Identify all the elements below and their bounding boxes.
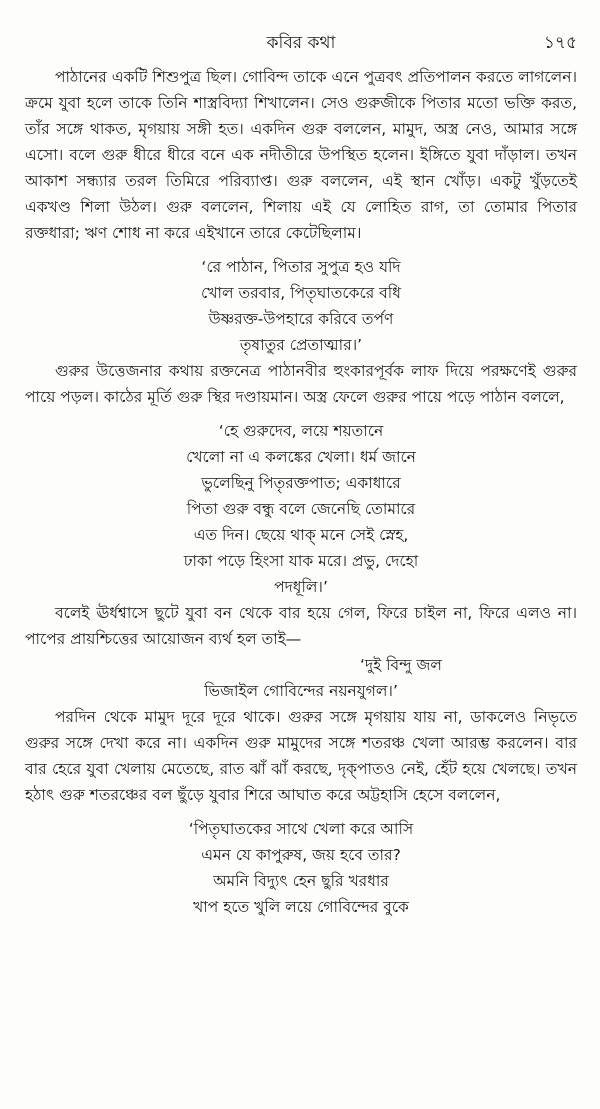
verse-1	[25, 254, 577, 358]
verse-4	[25, 816, 577, 920]
page-body	[25, 64, 577, 920]
running-header	[25, 30, 577, 56]
page-number: ১৭৫	[543, 33, 577, 53]
verse-line: অমনি বিদ্যুৎ হেন ছুরি খরধার	[213, 872, 389, 890]
verse-line: উষ্ণরক্ত-উপহারে করিবে তর্পণ	[208, 310, 394, 328]
verse-line: ‘পিতৃঘাতকের সাথে খেলা করে আসি	[188, 820, 414, 838]
verse-line: ‘রে পাঠান, পিতার সুপুত্র হও যদি	[201, 258, 401, 276]
verse-2	[25, 418, 577, 600]
verse-line: ভুলেছিনু পিতৃরক্তপাত; একাধারে	[201, 474, 401, 492]
verse-line: ভিজাইল গোবিন্দের নয়নযুগল।’	[204, 682, 398, 700]
verse-line: ‘দুই বিন্দু জল	[360, 656, 442, 674]
paragraph-1: পাঠানের একটি শিশুপুত্র ছিল। গোবিন্দ তাকে এনে পুত্রবৎ প্রতিপালন করতে লাগলেন। ক্রমে যুবা হলে তাকে তিনি শাস্ত্রবিদ্যা শিখালেন। সেও গুরুজীকে পিতার মতো ভক্তি করত, তাঁর সঙ্গে থাকত, মৃগয়ায় সঙ্গী হত। একদিন গুরু বললেন, মামুদ, অস্ত্র নেও, আমার সঙ্গে এসো। বলে গুরু ধীরে ধীরে বনে এক নদীতীরে উপস্থিত হলেন। ইঙ্গিতে যুবা দাঁড়াল। তখন আকাশ সন্ধ্যার তরল তিমিরে পরিব্যাপ্ত। গুরু বললেন, এই স্থান খোঁড়। একটু খুঁড়তেই একখণ্ড শিলা উঠল। গুরু বললেন, শিলায় এই যে লোহিত রাগ, তা তোমার পিতার রক্তধারা; ঋণ শোধ না করে এইখানে তারে কেটেছিলাম।	[25, 68, 577, 242]
verse-3	[25, 652, 577, 704]
verse-line: খাপ হতে খুলি লয়ে গোবিন্দের বুকে	[193, 898, 409, 916]
verse-line: ঢাকা পড়ে হিংসা যাক মরে। প্রভু, দেহো	[183, 552, 419, 570]
book-page	[25, 0, 577, 920]
paragraph-4: পরদিন থেকে মামুদ দূরে দূরে থাকে। গুরুর সঙ্গে মৃগয়ায় যায় না, ডাকলেও নিভৃতে গুরুর সঙ্গে দেখা করে না। একদিন গুরু মামুদের সঙ্গে শতরঞ্চ খেলা আরম্ভ করলেন। বার বার হেরে যুবা খেলায় মেতেছে, রাত ঝাঁ ঝাঁ করছে, দৃক্‌পাতও নেই, হেঁট হয়ে খেলছে। তখন হঠাৎ গুরু শতরঞ্চের বল ছুঁড়ে যুবার শিরে আঘাত করে অট্টহাসি হেসে বললেন,	[25, 708, 577, 804]
verse-line: ‘হে গুরুদেব, লয়ে শয়তানে	[218, 422, 384, 440]
verse-line: তৃষাতুর প্রেতাত্মার।’	[239, 336, 363, 354]
verse-line: পিতা গুরু বন্ধু বলে জেনেছি তোমারে	[186, 500, 416, 518]
verse-line: এমন যে কাপুরুষ, জয় হবে তার?	[201, 846, 401, 864]
verse-line: খেলো না এ কলঙ্কের খেলা। ধর্ম জানে	[186, 448, 416, 466]
paragraph-2: গুরুর উত্তেজনার কথায় রক্তনেত্র পাঠানবীর হুংকারপূর্বক লাফ দিয়ে পরক্ষণেই গুরুর পায়ে পড়ল। কাঠের মূর্তি গুরু স্থির দণ্ডায়মান। অস্ত্র ফেলে গুরুর পায়ে পড়ে পাঠান বললে,	[25, 362, 577, 406]
running-title: কবির কথা	[266, 33, 336, 53]
verse-line: খোল তরবার, পিতৃঘাতকেরে বধি	[201, 284, 401, 302]
verse-line: এত দিন। ছেয়ে থাক্ মনে সেই স্নেহ,	[193, 526, 409, 544]
paragraph-3: বলেই ঊর্ধশ্বাসে ছুটে যুবা বন থেকে বার হয়ে গেল, ফিরে চাইল না, ফিরে এলও না। পাপের প্রায়শ্চিত্তের আয়োজন ব্যর্থ হল তাই—	[25, 604, 577, 648]
verse-line: পদধূলি।’	[274, 578, 328, 596]
